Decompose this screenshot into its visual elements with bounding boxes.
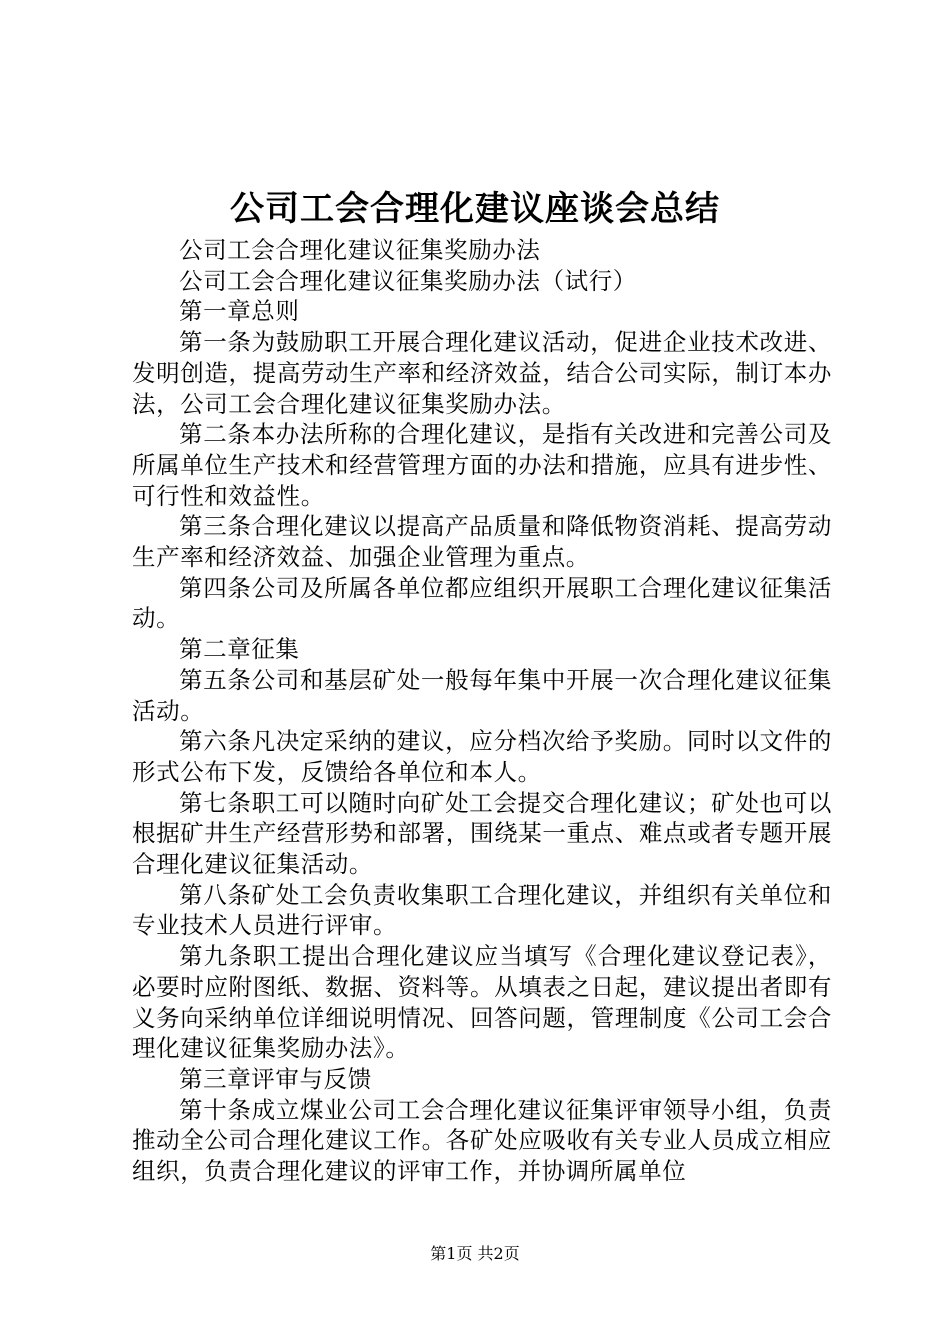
document-title: 公司工会合理化建议座谈会总结 [230, 189, 720, 229]
paragraph: 公司工会合理化建议征集奖励办法 [179, 236, 541, 264]
chapter-heading: 第三章评审与反馈 [179, 1064, 372, 1093]
paragraph: 第四条公司及所属各单位都应组织开展职工合理化建议征集活动。 [132, 573, 832, 633]
paragraph: 第三条合理化建议以提高产品质量和降低物资消耗、提高劳动生产率和经济效益、加强企业管理为重点。 [132, 512, 832, 572]
paragraph: 第十条成立煤业公司工会合理化建议征集评审领导小组，负责推动全公司合理化建议工作。各矿处应吸收有关专业人员成立相应组织，负责合理化建议的评审工作，并协调所属单位 [132, 1095, 832, 1186]
paragraph: 第六条凡决定采纳的建议，应分档次给予奖励。同时以文件的形式公布下发，反馈给各单位和本人。 [132, 727, 832, 786]
chapter-heading: 第一章总则 [179, 297, 300, 326]
paragraph: 第八条矿处工会负责收集职工合理化建议，并组织有关单位和专业技术人员进行评审。 [132, 880, 832, 940]
paragraph: 第二条本办法所称的合理化建议，是指有关改进和完善公司及所属单位生产技术和经营管理方面的办法和措施，应具有进步性、可行性和效益性。 [132, 420, 832, 510]
chapter-heading: 第二章征集 [179, 635, 300, 664]
document-body [132, 235, 832, 1187]
paragraph: 第一条为鼓励职工开展合理化建议活动，促进企业技术改进、发明创造，提高劳动生产率和经济效益，结合公司实际，制订本办法，公司工会合理化建议征集奖励办法。 [132, 328, 832, 418]
paragraph: 第九条职工提出合理化建议应当填写《合理化建议登记表》，必要时应附图纸、数据、资料等。从填表之日起，建议提出者即有义务向采纳单位详细说明情况、回答问题，管理制度《公司工会合理化建议征集奖励办法》。 [132, 942, 832, 1063]
paragraph: 第七条职工可以随时向矿处工会提交合理化建议；矿处也可以根据矿井生产经营形势和部署，围绕某一重点、难点或者专题开展合理化建议征集活动。 [132, 788, 832, 879]
paragraph: 第五条公司和基层矿处一般每年集中开展一次合理化建议征集活动。 [132, 665, 832, 725]
paragraph: 公司工会合理化建议征集奖励办法（试行） [179, 266, 637, 295]
page-number-footer: 第1页 共2页 [430, 1244, 520, 1263]
